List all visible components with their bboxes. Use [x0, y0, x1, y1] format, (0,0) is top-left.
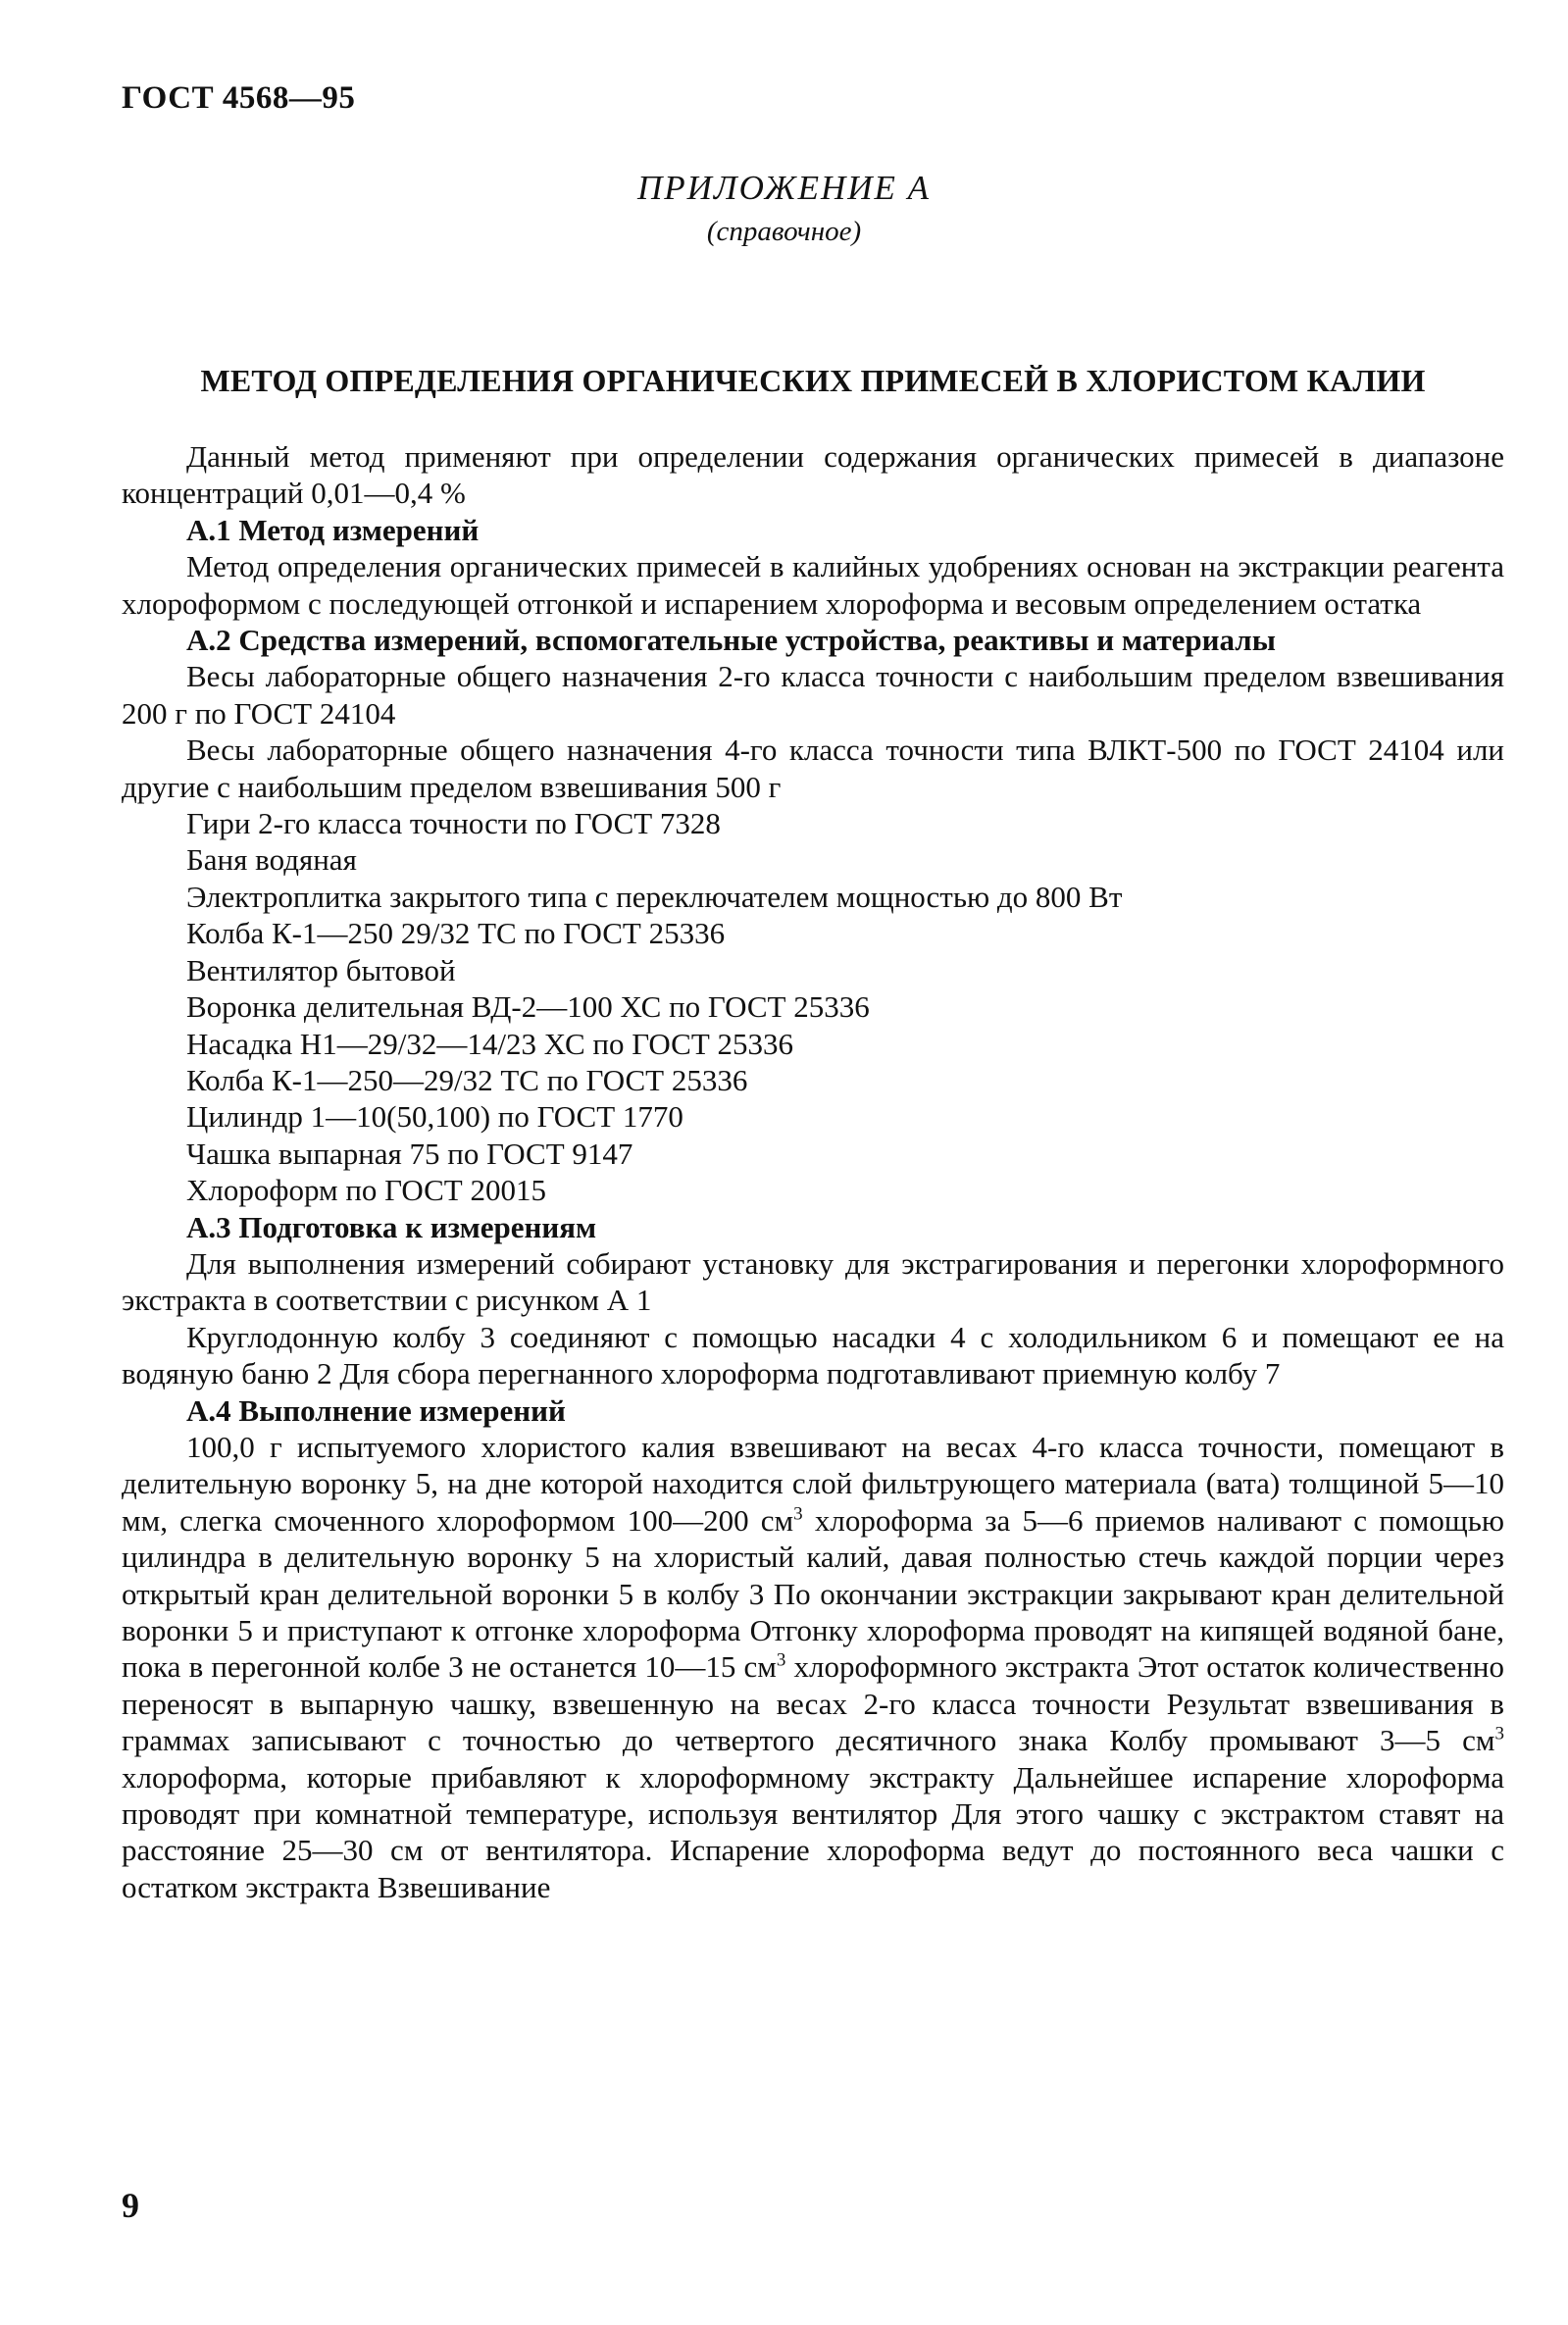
- paragraph-a4-part2: хлороформа за 5—6 приемов наливают с помощью цилиндра в делительную воронку 5 на хлористый калий, давая полностью стечь каждой порции через открытый кран делительной воронки 5 в колбу 3 По окончании экстракции закрывают кран делительной воронки 5 и приступают к отгонке хлороформа Отгонку хлороформа проводят на кипящей водяной бане, пока в перегонной колбе 3 не останется 10—15 см: [122, 1502, 1504, 1685]
- unit-exponent: 3: [1494, 1723, 1504, 1744]
- equipment-item: Чашка выпарная 75 по ГОСТ 9147: [186, 1136, 633, 1171]
- document-body: [122, 438, 1504, 1905]
- document-code: ГОСТ 4568—95: [122, 80, 356, 116]
- paragraph-a4-part4: хлороформа, которые прибавляют к хлороформному экстракту Дальнейшее испарение хлороформа проводят при комнатной температуре, используя вентилятор Для этого чашку с экстрактом ставят на расстояние 25—30 см от вентилятора. Испарение хлороформа ведут до постоянного веса чашки с остатком экстракта Взвешивание: [122, 1759, 1504, 1904]
- page-number: 9: [122, 2186, 139, 2225]
- section-heading-a1: А.1 Метод измерений: [186, 512, 480, 547]
- paragraph-a1: Метод определения органических примесей в калийных удобрениях основан на экстракции реагента хлороформом с последующей отгонкой и испарением хлороформа и весовым определением остатка: [122, 549, 1504, 621]
- paragraph-a4-part3: хлороформного экстракта Этот остаток количественно переносят в выпарную чашку, взвешенную на весах 2-го класса точности Результат взвешивания в граммах записывают с точностью до четвертого десятичного знака Колбу промывают 3—5 см: [122, 1649, 1504, 1758]
- equipment-item: Вентилятор бытовой: [186, 952, 456, 987]
- unit-exponent: 3: [793, 1503, 803, 1525]
- intro-paragraph: Данный метод применяют при определении содержания органических примесей в диапазоне концентраций 0,01—0,4 %: [122, 439, 1504, 511]
- unit-exponent: 3: [776, 1650, 786, 1672]
- appendix-title: ПРИЛОЖЕНИЕ А: [636, 169, 932, 207]
- equipment-item: Гири 2-го класса точности по ГОСТ 7328: [186, 806, 721, 841]
- appendix-subtitle: (справочное): [706, 216, 862, 247]
- paragraph-a2-1: Весы лабораторные общего назначения 2-го класса точности с наибольшим пределом взвешивания 200 г по ГОСТ 24104: [122, 659, 1504, 731]
- section-heading-a4: А.4 Выполнение измерений: [186, 1392, 566, 1428]
- equipment-item: Баня водяная: [186, 842, 357, 878]
- equipment-item: Колба К-1—250—29/32 ТС по ГОСТ 25336: [186, 1062, 748, 1097]
- equipment-item: Насадка Н1—29/32—14/23 ХС по ГОСТ 25336: [186, 1026, 794, 1061]
- equipment-item: Цилиндр 1—10(50,100) по ГОСТ 1770: [186, 1099, 683, 1135]
- equipment-item: Хлороформ по ГОСТ 20015: [186, 1173, 546, 1208]
- paragraph-a3-1: Для выполнения измерений собирают установку для экстрагирования и перегонки хлороформного экстракта в соответствии с рисунком А 1: [122, 1245, 1504, 1318]
- equipment-item: Колба К-1—250 29/32 ТС по ГОСТ 25336: [186, 916, 726, 951]
- paragraph-a3-2: Круглодонную колбу 3 соединяют с помощью насадки 4 с холодильником 6 и помещают ее на водяную баню 2 Для сбора перегнанного хлороформа подготавливают приемную колбу 7: [122, 1319, 1504, 1391]
- section-heading-a2: А.2 Средства измерений, вспомогательные устройства, реактивы и материалы: [186, 623, 1276, 658]
- paragraph-a4-part1: 100,0 г испытуемого хлористого калия взвешивают на весах 4-го класса точности, помещают в делительную воронку 5, на дне которой находится слой фильтрующего материала (вата) толщиной 5—10 мм, слегка смоченного хлороформом 100—200 см: [122, 1429, 1504, 1538]
- paragraph-a2-2: Весы лабораторные общего назначения 4-го класса точности типа ВЛКТ-500 по ГОСТ 24104 или другие с наибольшим пределом взвешивания 500 г: [122, 733, 1504, 804]
- equipment-item: Воронка делительная ВД-2—100 ХС по ГОСТ 25336: [186, 989, 870, 1025]
- section-heading-a3: А.3 Подготовка к измерениям: [186, 1209, 597, 1244]
- paragraph-a4: [122, 1429, 1504, 1905]
- equipment-item: Электроплитка закрытого типа с переключателем мощностью до 800 Вт: [186, 879, 1123, 914]
- section-title: МЕТОД ОПРЕДЕЛЕНИЯ ОРГАНИЧЕСКИХ ПРИМЕСЕЙ В ХЛОРИСТОМ КАЛИИ: [200, 363, 1426, 398]
